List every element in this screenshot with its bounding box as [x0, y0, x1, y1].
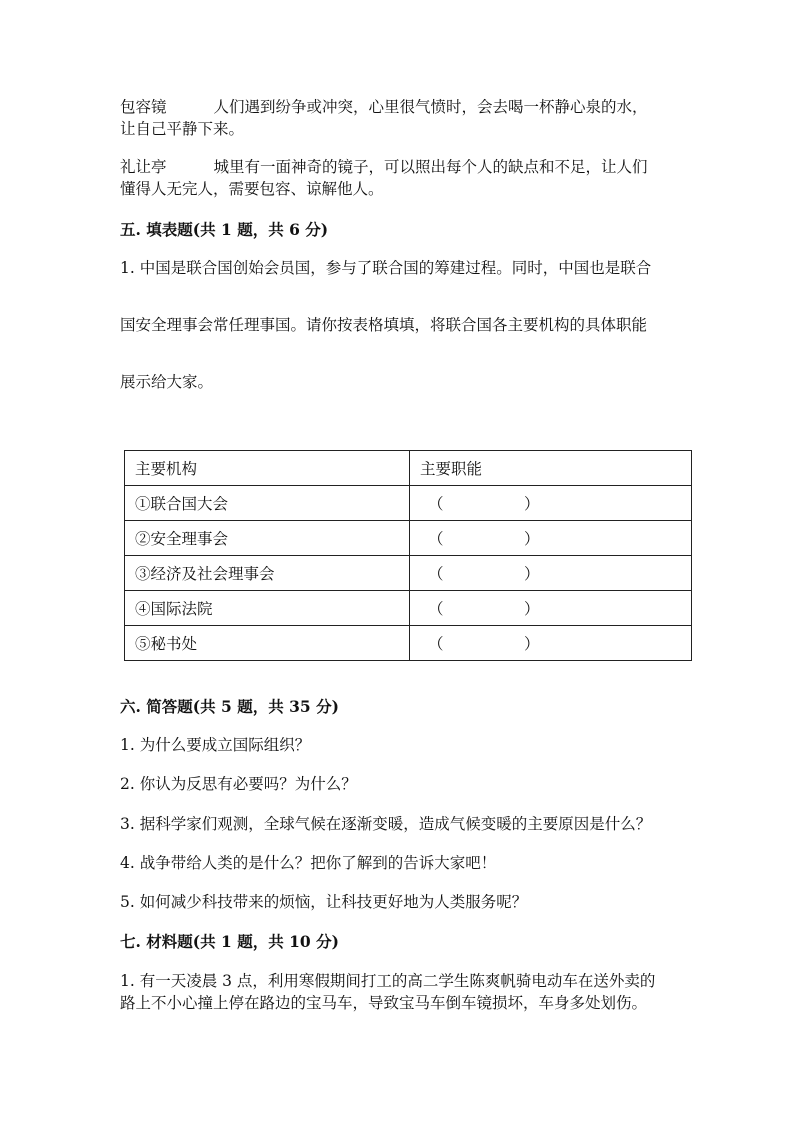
function-blank[interactable]: （ ） — [410, 556, 692, 591]
organ-name: ①联合国大会 — [125, 486, 410, 521]
table-row — [125, 521, 692, 556]
header-function: 主要职能 — [410, 451, 692, 486]
header-organ: 主要机构 — [125, 451, 410, 486]
table-row — [125, 486, 692, 521]
match-item-1-continuation: 让自己平静下来。 — [120, 120, 245, 138]
section-5-title: 五. 填表题(共 1 题，共 6 分) — [120, 220, 329, 239]
organ-name: ③经济及社会理事会 — [125, 556, 410, 591]
short-answer-question-2: 2. 你认为反思有必要吗？为什么？ — [120, 775, 357, 793]
table-row — [125, 556, 692, 591]
match-item-2-continuation: 懂得人无完人，需要包容、谅解他人。 — [120, 180, 384, 198]
section-7-title: 七. 材料题(共 1 题，共 10 分) — [120, 932, 339, 951]
section-5-question-line-3: 展示给大家。 — [120, 373, 214, 391]
function-blank[interactable]: （ ） — [410, 486, 692, 521]
short-answer-question-1: 1. 为什么要成立国际组织？ — [120, 736, 311, 754]
short-answer-question-3: 3. 据科学家们观测，全球气候在逐渐变暖，造成气候变暖的主要原因是什么？ — [120, 815, 652, 833]
match-item-1 — [120, 96, 648, 118]
section-5-question-line-2: 国安全理事会常任理事国。请你按表格填填，将联合国各主要机构的具体职能 — [120, 316, 648, 334]
match-left-label: 包容镜 — [120, 98, 167, 116]
match-right-text: 人们遇到纷争或冲突，心里很气愤时，会去喝一杯静心泉的水， — [213, 98, 648, 116]
short-answer-question-5: 5. 如何减少科技带来的烦恼，让科技更好地为人类服务呢？ — [120, 893, 528, 911]
material-question-line-1: 1. 有一天凌晨 3 点，利用寒假期间打工的高二学生陈爽帆骑电动车在送外卖的 — [120, 972, 656, 990]
table-row — [125, 626, 692, 661]
function-blank[interactable]: （ ） — [410, 626, 692, 661]
section-6-title: 六. 简答题(共 5 题，共 35 分) — [120, 697, 339, 716]
function-blank[interactable]: （ ） — [410, 521, 692, 556]
fill-in-table — [124, 450, 692, 661]
table-row — [125, 591, 692, 626]
table-header-row — [125, 451, 692, 486]
organ-name: ⑤秘书处 — [125, 626, 410, 661]
match-item-2 — [120, 156, 648, 178]
match-right-text: 城里有一面神奇的镜子，可以照出每个人的缺点和不足，让人们 — [213, 158, 648, 176]
function-blank[interactable]: （ ） — [410, 591, 692, 626]
organ-name: ②安全理事会 — [125, 521, 410, 556]
short-answer-question-4: 4. 战争带给人类的是什么？把你了解到的告诉大家吧！ — [120, 854, 497, 872]
material-question-line-2: 路上不小心撞上停在路边的宝马车，导致宝马车倒车镜损坏，车身多处划伤。 — [120, 994, 648, 1012]
match-left-label: 礼让亭 — [120, 158, 167, 176]
organ-name: ④国际法院 — [125, 591, 410, 626]
section-5-question-line-1: 1. 中国是联合国创始会员国，参与了联合国的筹建过程。同时，中国也是联合 — [120, 259, 652, 277]
